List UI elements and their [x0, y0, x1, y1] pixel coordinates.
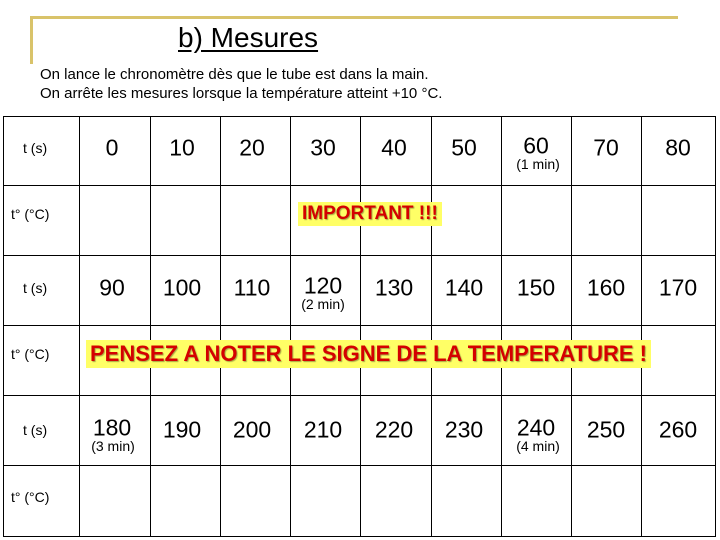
time-cell: 250 [586, 416, 626, 443]
time-cell: 100 [162, 274, 202, 301]
time-cell: 50 [451, 134, 477, 161]
time-cell: 190 [162, 416, 202, 443]
time-cell: 210 [303, 416, 343, 443]
time-cell: 140 [444, 274, 484, 301]
time-cell: 160 [586, 274, 626, 301]
time-row-label: t (s) [23, 280, 48, 296]
minute-note: (1 min) [516, 156, 560, 172]
time-cell: 110 [233, 274, 271, 301]
time-cell: 260 [658, 416, 698, 443]
minute-note: (2 min) [301, 296, 345, 312]
instructions [40, 65, 442, 103]
title-decor-bar [30, 16, 33, 64]
sign-reminder-banner: PENSEZ A NOTER LE SIGNE DE LA TEMPERATURE ! [86, 340, 651, 368]
time-cell: 230 [444, 416, 484, 443]
time-cell: 200 [232, 416, 272, 443]
time-cell: 90 [99, 274, 125, 301]
important-banner: IMPORTANT !!! [298, 202, 442, 226]
title-decor-line [30, 16, 678, 19]
time-row-label: t (s) [23, 422, 48, 438]
time-cell: 180 [92, 414, 132, 441]
section-title: b) Mesures [178, 22, 319, 53]
temp-row-label: t° (°C) [11, 489, 50, 505]
time-cell: 220 [374, 416, 414, 443]
time-cell: 80 [665, 134, 691, 161]
temp-row-label: t° (°C) [11, 206, 50, 222]
time-cell: 60 [523, 132, 549, 159]
time-cell: 0 [105, 134, 119, 161]
instruction-line-2: On arrête les mesures lorsque la température atteint +10 °C. [40, 85, 443, 102]
time-cell: 10 [169, 134, 195, 161]
temp-row-label: t° (°C) [11, 346, 50, 362]
minute-note: (3 min) [91, 438, 135, 454]
time-cell: 130 [374, 274, 414, 301]
time-cell: 40 [381, 134, 407, 161]
minute-note: (4 min) [516, 438, 560, 454]
time-row-label: t (s) [23, 140, 48, 156]
time-cell: 120 [303, 272, 343, 299]
time-cell: 240 [516, 414, 556, 441]
time-cell: 20 [239, 134, 265, 161]
time-cell: 30 [310, 134, 336, 161]
time-cell: 150 [516, 274, 556, 301]
measurement-table [3, 116, 716, 537]
time-cell: 70 [593, 134, 619, 161]
instruction-line-1: On lance le chronomètre dès que le tube est dans la main. [40, 66, 429, 83]
table-grid-lines [3, 116, 716, 537]
time-cell: 170 [658, 274, 698, 301]
